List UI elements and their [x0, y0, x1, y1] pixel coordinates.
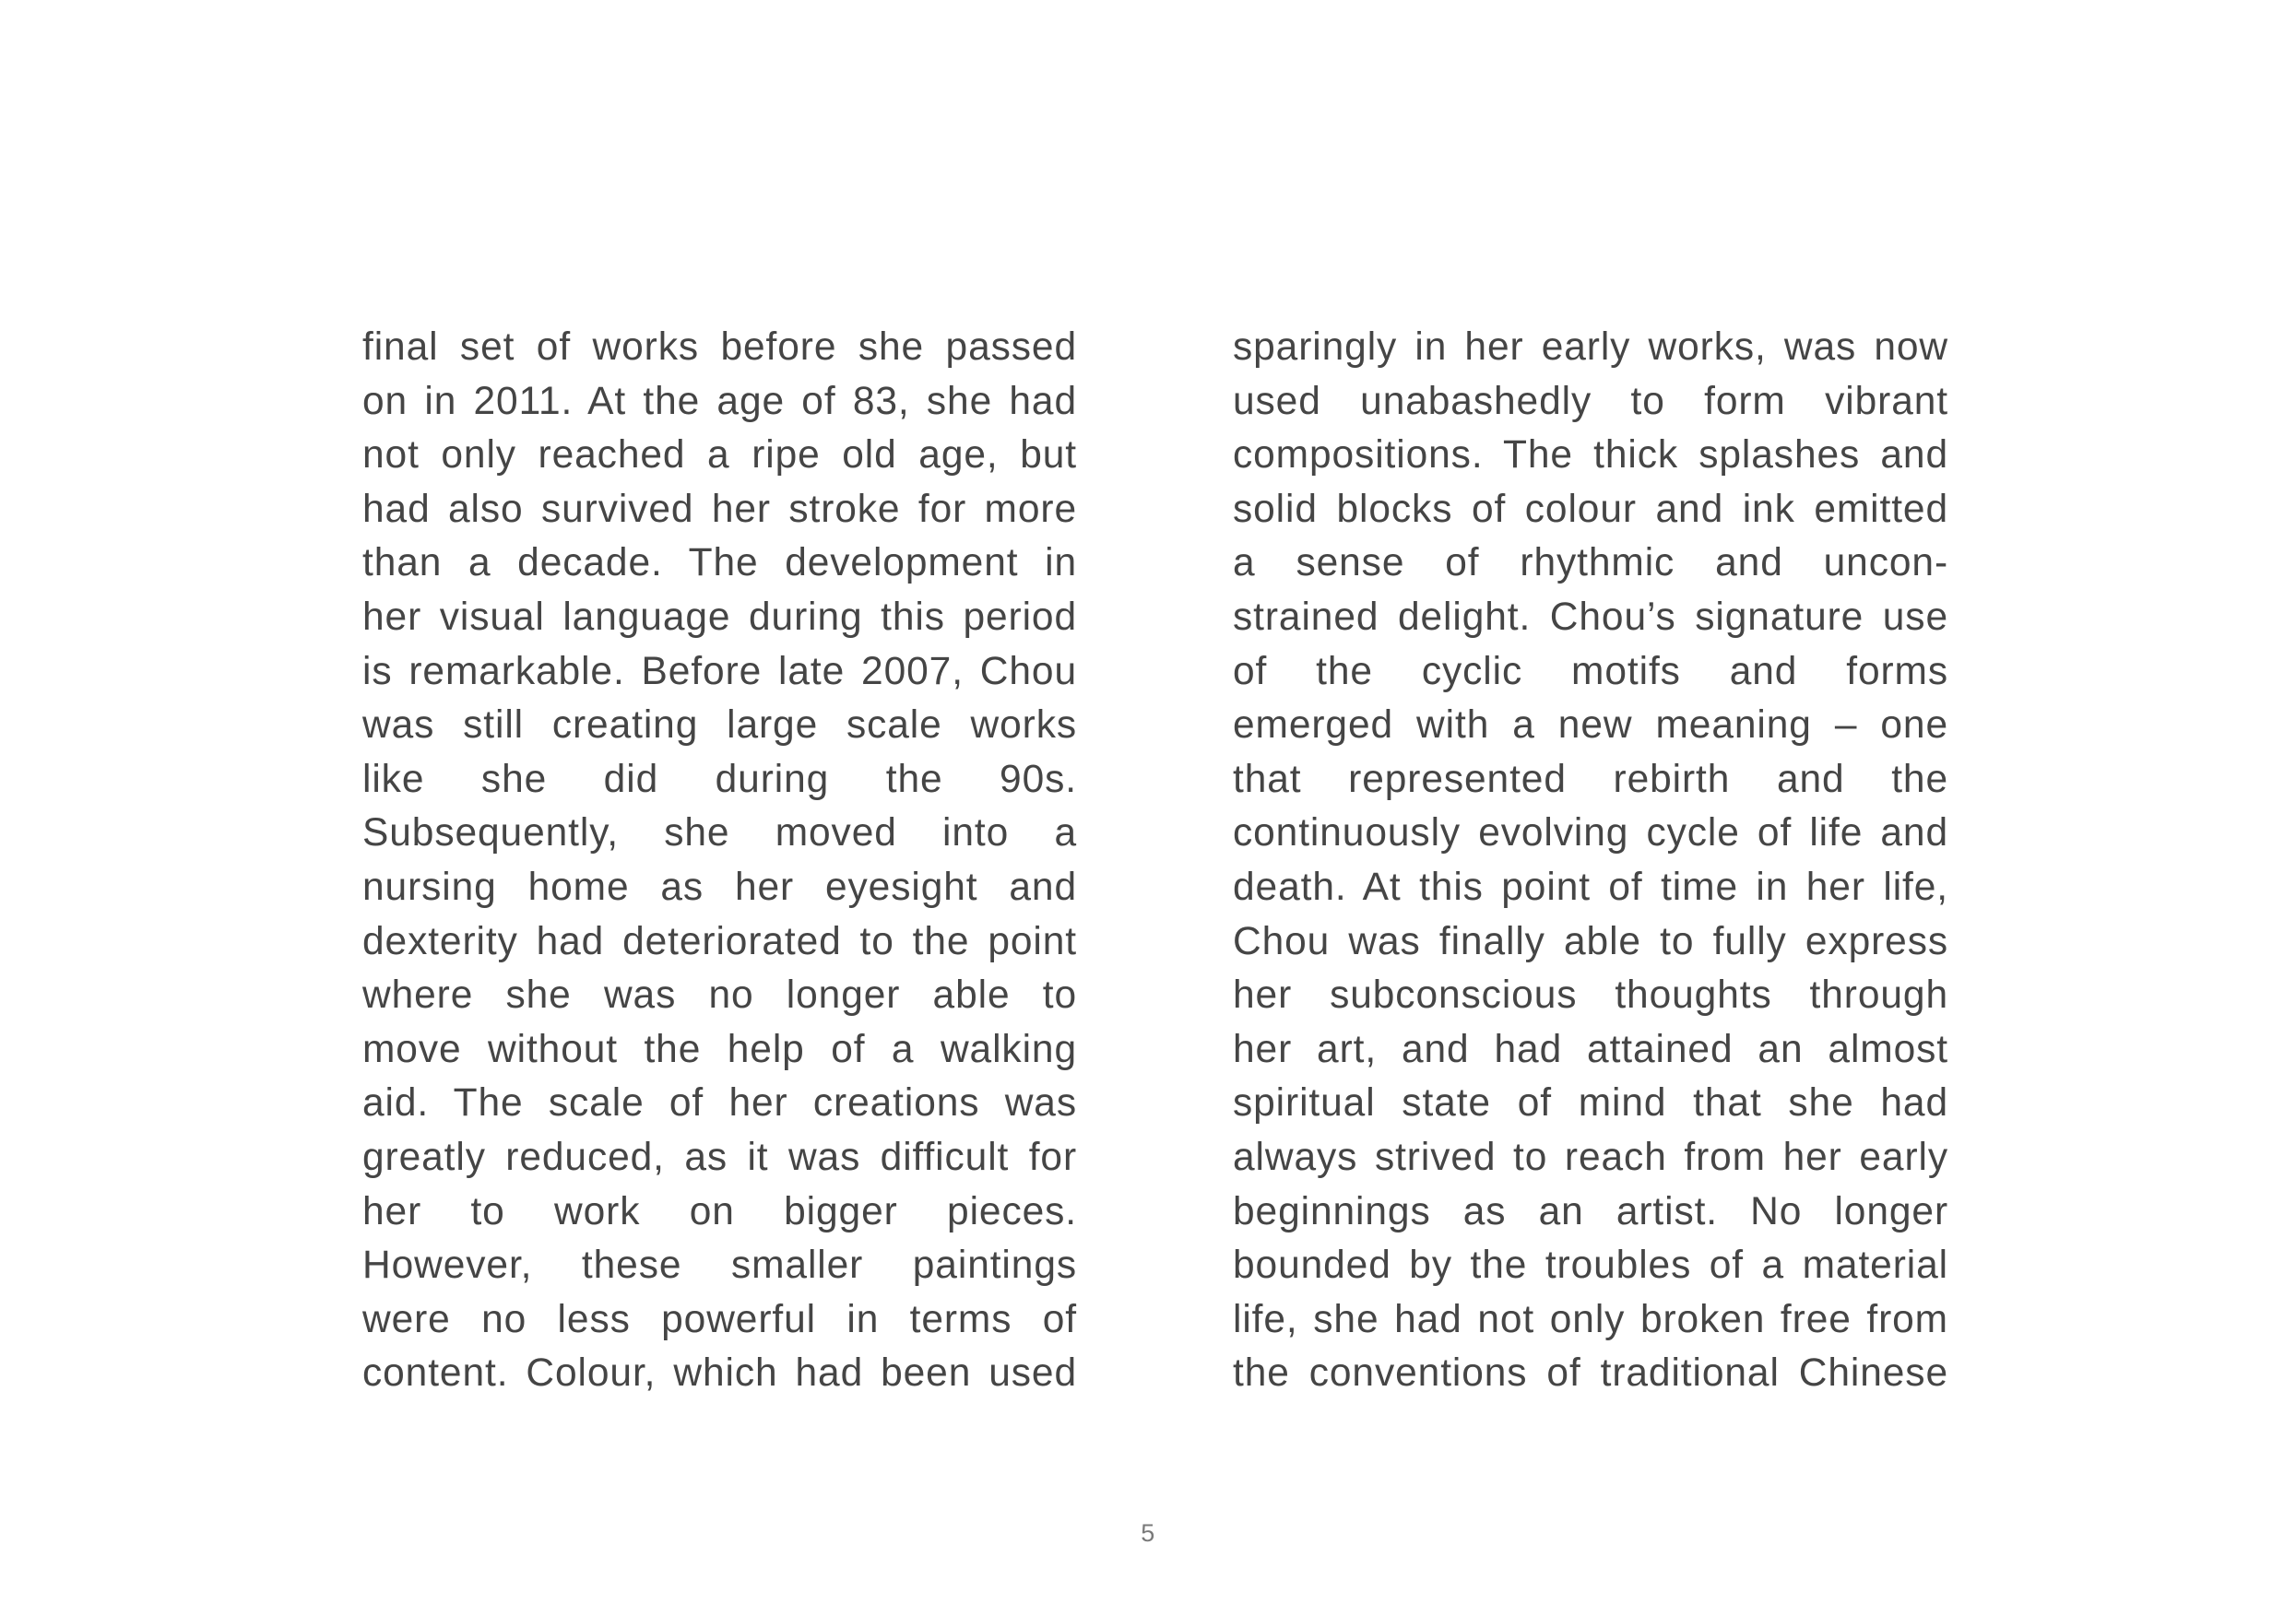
- text-line: was still creating large scale works: [362, 703, 1077, 748]
- text-line: were no less powerful in terms of: [362, 1297, 1077, 1341]
- text-line: that represented rebirth and the: [1233, 757, 1948, 801]
- text-line: move without the help of a walking: [362, 1027, 1077, 1071]
- text-line: Chou was finally able to fully express: [1233, 919, 1948, 963]
- text-line: greatly reduced, as it was difficult for: [362, 1135, 1077, 1179]
- text-line: continuously evolving cycle of life and: [1233, 811, 1948, 855]
- text-line: on in 2011. At the age of 83, she had: [362, 379, 1077, 423]
- text-line: her subconscious thoughts through: [1233, 973, 1948, 1018]
- text-line: sparingly in her early works, was now: [1233, 325, 1948, 369]
- text-line: a sense of rhythmic and uncon-: [1233, 541, 1948, 585]
- text-line: solid blocks of colour and ink emitted: [1233, 487, 1948, 531]
- text-line: strained delight. Chou’s signature use: [1233, 595, 1948, 639]
- text-line: bounded by the troubles of a material: [1233, 1244, 1948, 1288]
- text-line: death. At this point of time in her life,: [1233, 865, 1948, 909]
- text-line: final set of works before she passed: [362, 325, 1077, 369]
- text-line: life, she had not only broken free from: [1233, 1297, 1948, 1341]
- text-line: aid. The scale of her creations was: [362, 1081, 1077, 1126]
- text-line: spiritual state of mind that she had: [1233, 1081, 1948, 1126]
- text-line: of the cyclic motifs and forms: [1233, 649, 1948, 693]
- text-line: her visual language during this period: [362, 595, 1077, 639]
- left-text-column: [362, 321, 1077, 1401]
- text-line: However, these smaller paintings: [362, 1244, 1077, 1288]
- text-line: where she was no longer able to: [362, 973, 1077, 1018]
- text-line: than a decade. The development in: [362, 541, 1077, 585]
- text-line: compositions. The thick splashes and: [1233, 433, 1948, 478]
- text-line: the conventions of traditional Chinese: [1233, 1351, 1948, 1396]
- text-line: is remarkable. Before late 2007, Chou: [362, 649, 1077, 693]
- text-line: nursing home as her eyesight and: [362, 865, 1077, 909]
- text-line: dexterity had deteriorated to the point: [362, 919, 1077, 963]
- text-line: not only reached a ripe old age, but: [362, 433, 1077, 478]
- text-line: had also survived her stroke for more: [362, 487, 1077, 531]
- page-number: 5: [1141, 1519, 1155, 1547]
- text-line: beginnings as an artist. No longer: [1233, 1189, 1948, 1233]
- text-line: emerged with a new meaning – one: [1233, 703, 1948, 748]
- text-line: like she did during the 90s.: [362, 757, 1077, 801]
- right-text-column: [1233, 321, 1948, 1401]
- text-line: her to work on bigger pieces.: [362, 1189, 1077, 1233]
- text-line: her art, and had attained an almost: [1233, 1027, 1948, 1071]
- text-line: Subsequently, she moved into a: [362, 811, 1077, 855]
- text-line: used unabashedly to form vibrant: [1233, 379, 1948, 423]
- text-line: content. Colour, which had been used: [362, 1351, 1077, 1396]
- text-line: always strived to reach from her early: [1233, 1135, 1948, 1179]
